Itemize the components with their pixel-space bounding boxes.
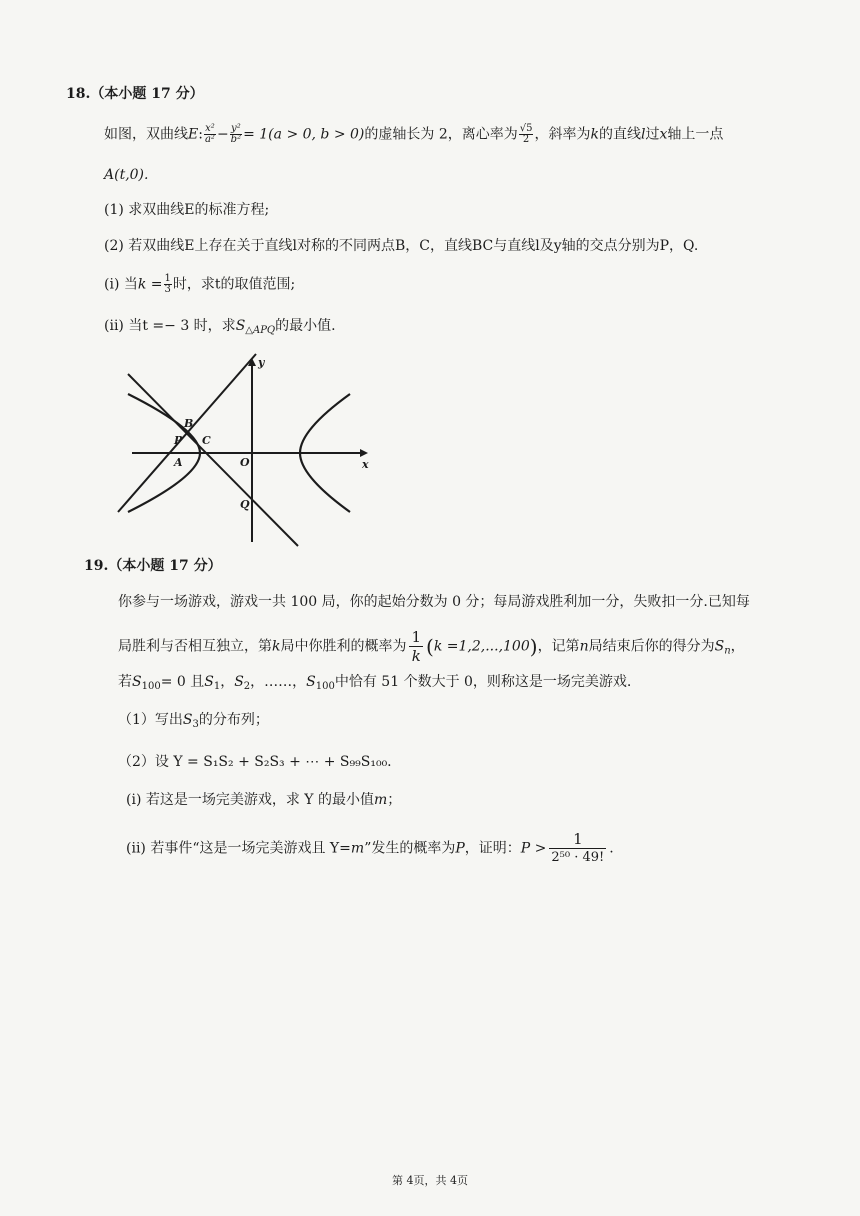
probability-fraction: $\frac{1}{k}$ [411,628,422,665]
var-x: x [659,126,668,143]
q18-part2-i-c: 时，求t的取值范围; [172,276,296,293]
q19-number: 19. [84,558,109,574]
q19-line1: 你参与一场游戏，游戏一共 100 局，你的起始分数为 0 分；每局游戏胜利加一分，失败扣一分.已知每 [118,594,750,610]
q18-intro-text-d: 的直线 [598,126,641,143]
q18-part2-ii-end: 的最小值. [275,318,336,334]
line-BC [128,374,298,546]
q18-intro-text: 如图，双曲线 [104,126,188,143]
fraction-y2-b2: $\frac{\text{y²}}{\text{b²}}$ [230,123,242,145]
colon: : [198,126,203,143]
var-S100: S [132,674,142,690]
sub-3: 3 [192,719,199,730]
q18-part2-i-k: k = [137,276,163,293]
q18-point-A: A(t,0). [104,167,149,183]
q18-number: 18. [66,86,91,102]
label-A: A [174,456,183,469]
q19-part2-i-a: (i) 若这是一场完美游戏，求 Y 的最小值 [126,792,374,808]
q18-part2-i-a: (i) 当 [104,276,138,293]
fraction-x2-a2: $\frac{\text{x²}}{\text{a²}}$ [204,123,215,145]
var-k: k [272,638,281,655]
sub-2: 2 [243,681,251,692]
label-B: B [184,417,194,430]
sub-100: 100 [141,681,161,692]
q19-part2-ii: (ii) 若事件“这是一场完美游戏且 Y=m”发生的概率为P，证明：P > $\frac{1}{\text{2⁵⁰ · 49!}}$ . [126,830,614,865]
q18-points: （本小题 17 分） [90,86,204,102]
q19-part2-ii-c: ，证明： [464,840,521,857]
q18-intro-text-c: ，斜率为 [534,126,591,143]
q18-intro-line [104,124,723,145]
q18-part2-ii [104,316,336,341]
var-S3: S [182,712,193,728]
sub-n: n [724,645,731,657]
q18-intro-text-b: 的虚轴长为 2，离心率为 [364,126,518,143]
minus-sign: − [216,126,229,143]
q19-part1-b: 的分布列； [198,712,269,728]
curve-name: E [188,126,199,143]
q19-line2-d: 局结束后你的得分为 [588,638,715,655]
q18-intro-text-e: 过 [645,126,660,143]
q18-part2-i [104,274,295,295]
inequality: P > [520,840,547,857]
fraction-1-3: $\frac{1}{3}$ [164,273,171,295]
var-P: P [455,840,465,857]
q18-part2-ii-text: (ii) 当t =− 3 时，求 [104,318,236,334]
q19-line2: 局胜利与否相互独立，第k局中你胜利的概率为 $\frac{1}{k}$ (k =1,2,...,100)，记第n局结束后你的得分为$S_n$， [118,628,745,665]
q19-part1-a: （1）写出 [118,712,183,728]
hyperbola-figure [112,352,382,548]
bound-fraction: $\frac{1}{\text{2⁵⁰ · 49!}}$ [551,830,605,865]
label-P: P [174,434,183,447]
sub-100b: 100 [315,681,335,692]
q19-part2-ii-a: (ii) 若事件“这是一场完美游戏且 Y= [126,840,351,857]
var-m2: m [350,840,365,857]
q19-part1 [118,710,269,735]
label-C: C [202,434,211,447]
q18-part2: (2) 若双曲线E上存在关于直线l对称的不同两点B，C，直线BC与直线l及y轴的交点分别为P，Q. [104,238,699,254]
label-x: x [362,458,369,471]
q18-header [66,84,204,104]
q19-line2-b: 局中你胜利的概率为 [280,638,407,655]
fraction-sqrt5-2: $\frac{√5}{2}$ [519,123,533,145]
q19-part2-i-b: ； [387,792,402,808]
q18-intro-text-f: 轴上一点 [667,126,724,143]
area-subscript: △APQ [245,325,276,336]
q19-part2-i [126,790,401,810]
sub-1: 1 [213,681,221,692]
q19-line3-e: 中恰有 51 个数大于 0，则称这是一场完美游戏. [334,674,632,690]
var-S100b: S [306,674,316,690]
page-footer: 第 4页，共 4页 [392,1174,468,1187]
q18-part1: (1) 求双曲线E的标准方程; [104,202,270,218]
var-k: k [590,126,599,143]
q19-line3: 若$S_{100}= 0$ 且$S_1$，$S_2$，……，$S_{100}$中恰有 51 个数大于 0，则称这是一场完美游戏. [118,674,632,692]
var-S: S [714,638,725,655]
var-m: m [374,792,388,808]
label-y: y [258,356,265,369]
var-n: n [579,638,589,655]
q19-line2-c: ，记第 [537,638,580,655]
k-range: k =1,2,...,100 [433,638,530,655]
x-axis-arrow [360,449,368,457]
area-symbol: S [235,318,246,334]
q19-part2: （2）设 Y = S₁S₂ + S₂S₃ + ⋯ + S₉₉S₁₀₀. [118,754,392,770]
q19-line3-b: = 0 且 [160,674,205,690]
q19-line2-a: 局胜利与否相互独立，第 [118,638,272,655]
equation-rhs: = 1(a > 0, b > 0) [243,126,365,143]
q19-points: （本小题 17 分） [108,558,222,574]
var-S1: S [204,674,214,690]
var-l: l [640,126,646,143]
q19-part2-ii-b: ”发生的概率为 [364,840,456,857]
label-O: O [240,456,250,469]
label-Q: Q [240,498,250,511]
var-S2: S [234,674,244,690]
q19-header [84,556,222,576]
q19-line3-a: 若 [118,674,132,690]
